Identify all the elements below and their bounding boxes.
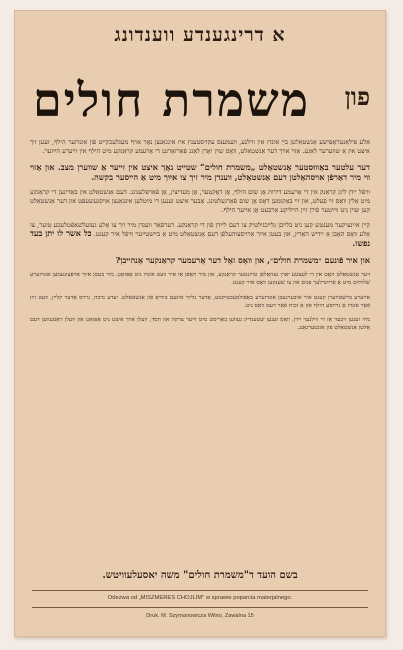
- paragraph-2: דער עלטער באַװוּסטער אַנשטאַלט „משמרת חולים“ שטײט נאָך איצט אין זײער אַ שװערן מצב. און אַזױ װי מיר דאַרפֿן אױסהאַלטן דעם אַנשטאַלט, װענדן מיר זיך צו אײַך מיט אַ הײסער בקשה.: [30, 161, 370, 182]
- title-row: [30, 72, 370, 132]
- footer-appeal: Odezwa od „MISZMERES CHOJLIM" w sprawie poparcia materjalnego.: [107, 595, 293, 601]
- paragraph-4: [30, 221, 370, 250]
- divider: [32, 590, 368, 591]
- appeal-body: [30, 138, 370, 338]
- paragraph-5: דער אַנשטאַלט האָט אין די לעצטע יאָרן געהאָלפֿן טױזנטער קראַנקע, און מיר האָפֿן אַז איר װעט אונדז ניט אָפּזאָגן. מיר בעטן אײַך אױפֿצונעמען אונדזערע שלוחים מיט אַ פֿרײַנדלעך פּנים און צו שענקען װאָס איר קענט.: [30, 272, 370, 287]
- paragraph-7: מיר זענען זיכער אַז די װילנער יידן, װאָס זענען שטענדיק געװען באַרימט מיט זײער צדקה און חסד, װעלן אױך איצט ניט אָפּזאָגן און װעלן ראַטעװען דעם אַלטן אַנשטאַלט פֿון אונטערגאַנג.: [30, 317, 370, 332]
- paragraph-3: װיפֿל יידן ליגן קראַנק אין די אָרעמע דירות אָן שום הילף, אָן דאָקטער, אָן מעדיצין, אָן פֿאַרפּלעגונג. דעם אַנשטאַלט אין באַדינען די קראַנקע מיט אַלץ װאָס זײ פֿעלט, און זײ באַקומען דאָס אָן שום פֿאַרגעלטונג. אָבער איצט זענען די מיטלען אינגאַנצן אױסגעשעפּט און דער אַנשטאַלט קען שױן ניט װײַטער פֿירן זײַן הײליקע אַרבעט אָן אײַער הילף.: [30, 187, 370, 214]
- paragraph-5-lead: און איר פֿונעם ״משמרת חולים״, און װאָס זאָל דער אָרעמער קראַנקער אָנהײבן?: [115, 255, 370, 266]
- poster-sheet: [14, 10, 386, 637]
- paragraph-6: אײַערע בײַשטײַערן קענט איר איבערגעבן אונדזערע באַפֿולמעכטיקטע, אָדער גלײַך אינעם ביוראָ פֿון אַנשטאַלט. יעדע נדבה, גרױס אָדער קלײן, װעט זײַן פֿאַר אונדז אַ גרױסע הילף און אַ זכות פֿאַר דעם װאָס גיט.: [30, 294, 370, 309]
- signature: בשם הועד ד"משמרת חולים" משה יאסעלעוויטש.: [102, 570, 298, 581]
- divider: [32, 607, 368, 608]
- paragraph-4-text: קײן איינציקער מענטש קען ניט בלײַבן גלײַכגילטיק צו דעם לײַדן פֿון די קראַנקע. דערפֿאַר װענדן מיר זיך צו אַלע געזעלשאַפֿטלעכע טוער, צו אַלע װאָס האָבן אַ יידיש האַרץ, און בעטן אײַך אַרױסצוהעלפֿן דעם אַנשטאַלט מיט אַ בײַשטײַער װיפֿל איר קענט.: [30, 220, 370, 239]
- header-line: א דרינגענדע ווענדונג: [114, 24, 286, 46]
- page-title: משמרת חולים: [32, 73, 310, 127]
- title-prefix: פון: [344, 82, 370, 111]
- paragraph-4-emphasis: כל אשר לו יתן בעד נפשו.: [30, 228, 370, 249]
- footer-printer: Druk. M. Szymanowicza Wilno, Zawalna 15: [146, 613, 254, 619]
- paragraph-1: אלע פילאַנטראָפּישע אַנשטאַלטן בײַ אונדז אין ווילנע, װעמענס עקזיסטענץ איז אינגאַנצן נאָר אױף מעגלעכקײט פֿון אונדזער הילף, זעען זיך איצט אין אַ שװערער לאַגע. אַזוי אױך דער אַנשטאַלט, װאָס שױן יאָרן לאַנג פֿאַרזאָרגט די אָרעמע קראַנקע מיט הילף אין זײערע הײַזער.: [30, 138, 370, 155]
